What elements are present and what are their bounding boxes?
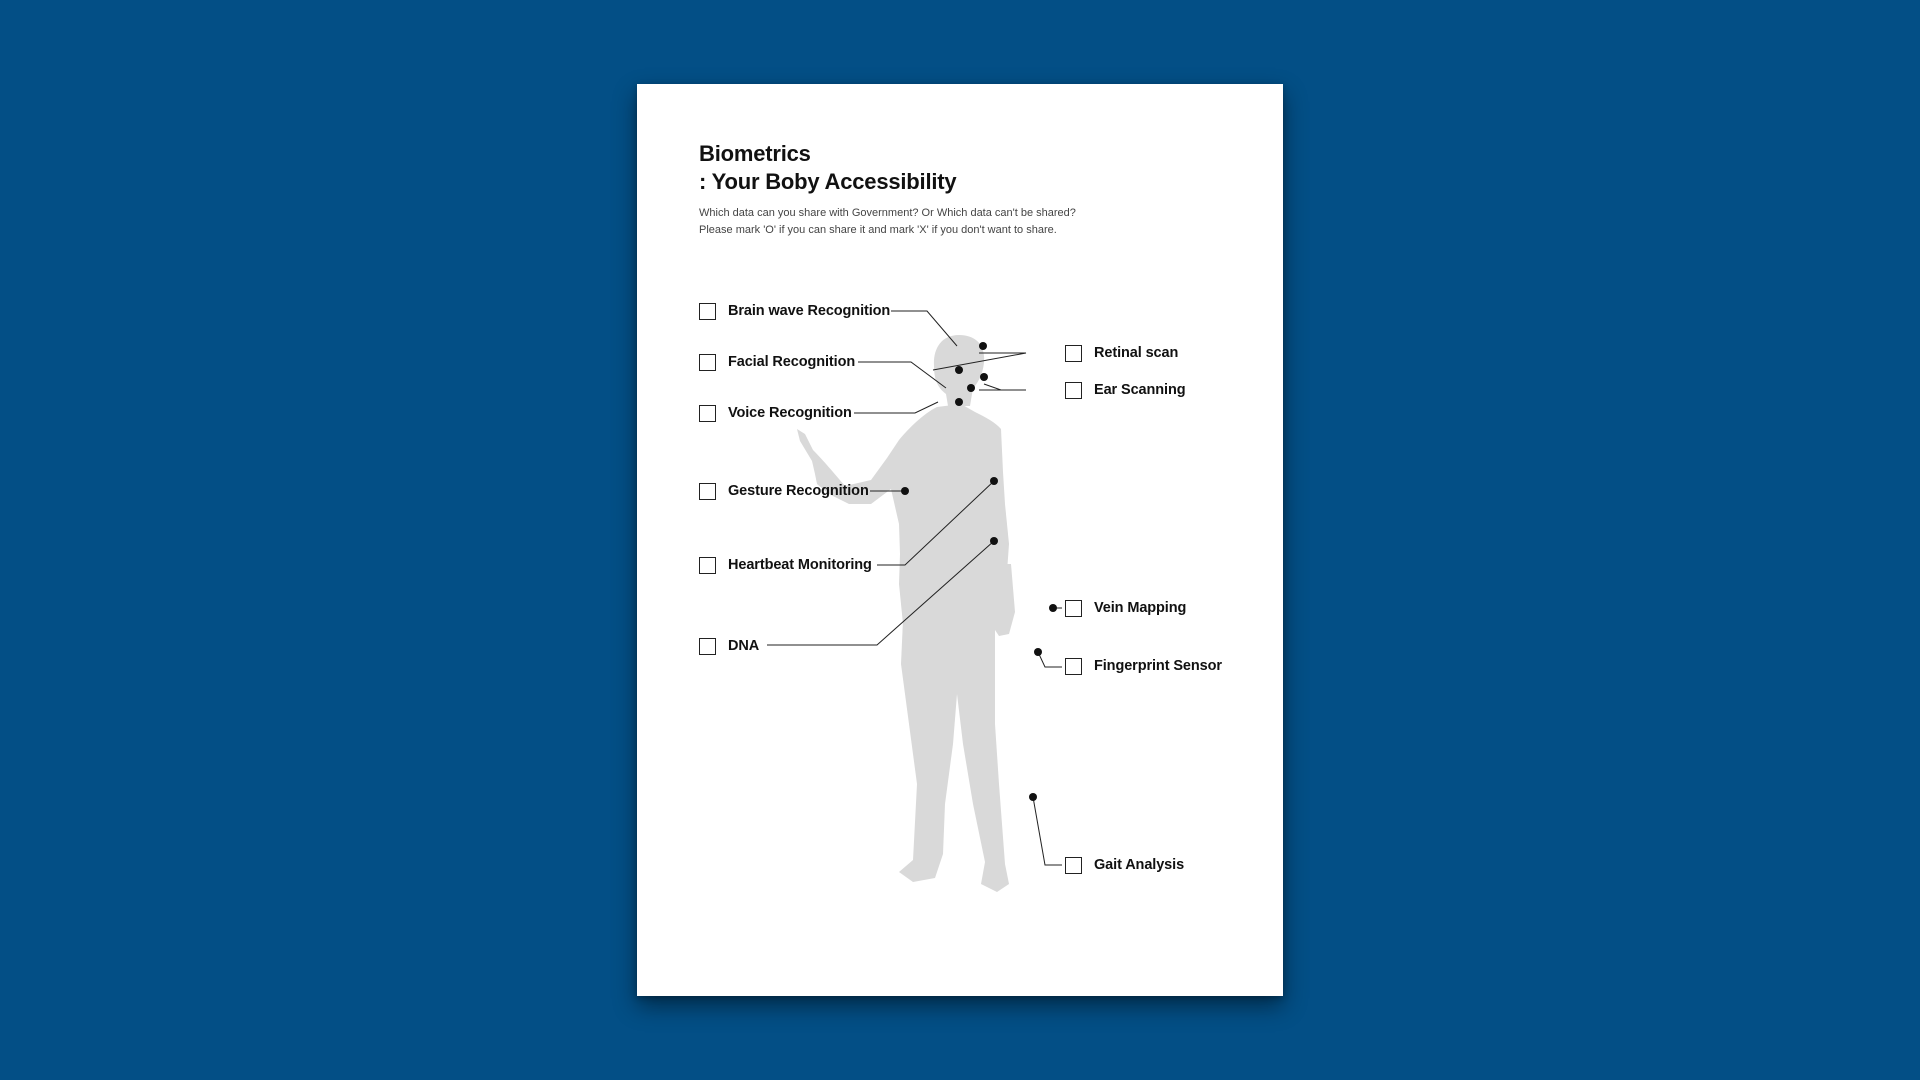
checkbox-gesture[interactable] (699, 483, 716, 500)
body-diagram (637, 84, 1283, 996)
option-facial (699, 351, 855, 373)
label-ear: Ear Scanning (1094, 382, 1186, 398)
label-vein: Vein Mapping (1094, 600, 1187, 616)
leader-line-voice (854, 402, 938, 413)
leader-line-gait (1033, 797, 1062, 865)
label-heartbeat: Heartbeat Monitoring (728, 557, 872, 573)
anchor-dot-gait (1029, 793, 1037, 801)
label-voice: Voice Recognition (728, 405, 852, 421)
checkbox-brain-wave[interactable] (699, 303, 716, 320)
leader-line-fingerprint (1038, 652, 1062, 667)
option-dna (699, 635, 759, 657)
option-heartbeat (699, 554, 872, 576)
anchor-dot-ear (980, 373, 988, 381)
option-gait (1065, 854, 1184, 876)
checkbox-fingerprint[interactable] (1065, 658, 1082, 675)
checkbox-facial[interactable] (699, 354, 716, 371)
label-dna: DNA (728, 638, 760, 654)
anchor-dot-gesture (901, 487, 909, 495)
label-gait: Gait Analysis (1094, 857, 1185, 873)
option-brain-wave (699, 300, 890, 322)
option-fingerprint (1065, 655, 1222, 677)
checkbox-ear[interactable] (1065, 382, 1082, 399)
anchor-dot-vein (1049, 604, 1057, 612)
anchor-dot-brain-wave (979, 342, 987, 350)
anchor-dot-voice (955, 398, 963, 406)
checkbox-heartbeat[interactable] (699, 557, 716, 574)
option-ear (1065, 379, 1185, 401)
title-line-2: : Your Boby Accessibility (699, 169, 957, 194)
label-fingerprint: Fingerprint Sensor (1094, 658, 1222, 674)
leader-line-facial (858, 362, 946, 388)
label-facial: Facial Recognition (728, 354, 856, 370)
option-voice (699, 402, 852, 424)
anchor-dot-dna (990, 537, 998, 545)
option-vein (1065, 597, 1186, 619)
option-gesture (699, 480, 869, 502)
checkbox-dna[interactable] (699, 638, 716, 655)
checkbox-gait[interactable] (1065, 857, 1082, 874)
anchor-dot-facial (967, 384, 975, 392)
anchor-dot-retinal (955, 366, 963, 374)
worksheet-page (637, 84, 1283, 996)
checkbox-retinal[interactable] (1065, 345, 1082, 362)
instruction-line-1: Which data can you share with Government? Or Which data can't be shared? (699, 207, 1076, 219)
label-brain-wave: Brain wave Recognition (728, 303, 891, 319)
label-retinal: Retinal scan (1094, 345, 1179, 361)
title-line-1: Biometrics (699, 141, 811, 166)
checkbox-vein[interactable] (1065, 600, 1082, 617)
anchor-dot-fingerprint (1034, 648, 1042, 656)
checkbox-voice[interactable] (699, 405, 716, 422)
label-gesture: Gesture Recognition (728, 483, 869, 499)
instruction-line-2: Please mark 'O' if you can share it and mark 'X' if you don't want to share. (699, 224, 1057, 236)
anchor-dot-heartbeat (990, 477, 998, 485)
leader-line-ear-2 (984, 384, 1026, 390)
option-retinal (1065, 342, 1178, 364)
